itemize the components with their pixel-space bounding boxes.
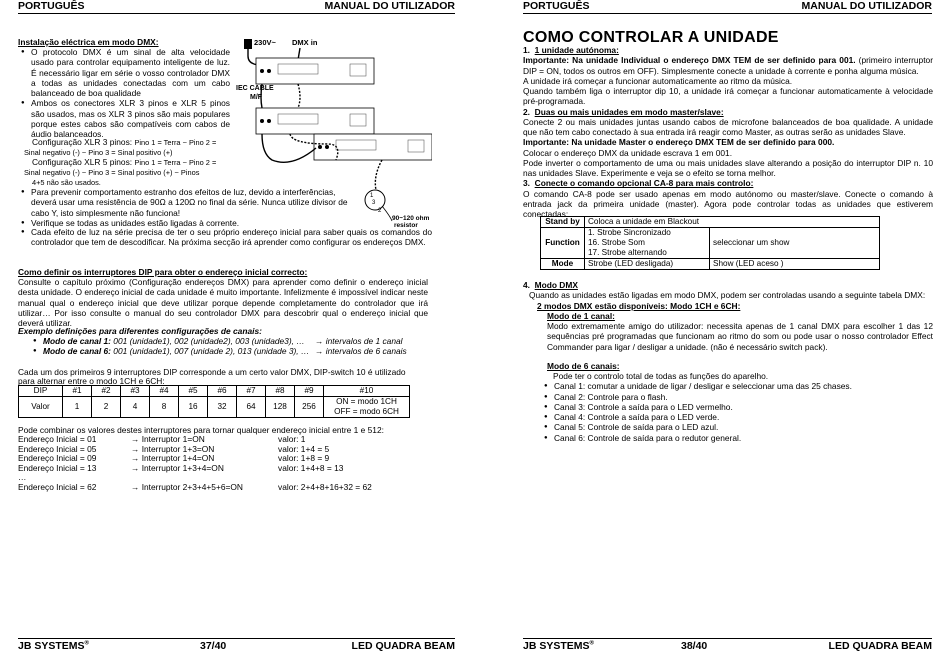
dip10-on: ON = modo 1CH (336, 397, 397, 406)
table-row (541, 228, 880, 259)
table-cell: 256 (295, 397, 324, 418)
examples-list (30, 336, 450, 357)
xlr5-pins-c: 4+5 não são usados. (32, 178, 101, 187)
page-number: 38/40 (681, 640, 708, 652)
section-number: 2. (523, 106, 530, 117)
section-paragraph: Consulte o capítulo próximo (Configuração endereços DMX) para aprender como definir o endereço inicial desta unidade. O endereço inicial de cada unidade é muito importante. Infelizmente é impossível indicar neste manual qual o endereço inicial que deve utilizar porque depende completamente do controlador que irá utilizar… Por isso consulte o manual do seu controlador DMX para descobrir qual o endereço inicial que deverá utilizar. (18, 277, 428, 328)
combine-intro: Pode combinar os valores destes interruptores para tornar qualquer endereço inicial entre 1 e 512: (18, 425, 384, 435)
light-unit (314, 134, 432, 160)
xlr3-label: Configuração XLR 3 pinos: (32, 137, 133, 147)
bullet-item: ● O protocolo DMX é um sinal de alta velocidade usado para controlar equipamento inteligente de luz. É necessário ligar em série o vosso controlador DMX a todas as unidades conectadas com um cabo balanceado de boa qualidade (18, 47, 230, 98)
combo-row (18, 463, 438, 473)
pin-1: 1 (370, 193, 374, 199)
xlr5-label: Configuração XLR 5 pinos: (32, 157, 133, 167)
section-paragraph: Pode inverter o comportamento de uma ou mais unidades slave alterando a posição do interruptor DIP n. 10 nas unidades Slave. Experimente e veja se o efeito se torna melhor. (523, 157, 933, 178)
header-title: MANUAL DO UTILIZADOR (324, 0, 455, 12)
brand-name: JB SYSTEMS (18, 640, 85, 652)
iec-link-cable (262, 134, 316, 162)
bullet-item: ● Ambos os conectores XLR 3 pinos e XLR 5 pinos são usados, mas os XLR 3 pinos são mais populares porque estes cabos são compatíveis com cabos de áudio balanceados. (18, 98, 230, 139)
page-number: 37/40 (200, 640, 227, 652)
dmx-link-cable (375, 160, 382, 194)
section-paragraph: Quando também liga o interruptor dip 10, a unidade irá começar a funcionar automaticamente à velocidade pré-programada. (523, 86, 933, 107)
function-item: 16. Strobe Som (588, 238, 645, 247)
table-cell: 64 (237, 397, 266, 418)
footer-brand (523, 640, 594, 653)
combo-row (18, 444, 438, 454)
combo-value: valor: 1+8 = 9 (278, 453, 330, 464)
combo-address: Endereço Inicial = 01 (18, 434, 97, 444)
table-row (541, 259, 880, 270)
table-cell: #10 (324, 386, 410, 397)
resistor-label-1: 90~120 ohm (392, 215, 430, 222)
header-language: PORTUGUÊS (523, 0, 590, 12)
table-cell: #5 (179, 386, 208, 397)
label-230v: 230V~ (254, 38, 276, 47)
power-plug (244, 39, 252, 49)
table-cell: 2 (92, 397, 121, 418)
example-label: Modo de canal 6: (43, 346, 111, 357)
table-cell: 128 (266, 397, 295, 418)
label-iec-cable: IEC CABLE (236, 85, 274, 92)
dmx-wiring-diagram (232, 36, 432, 236)
example-values: 001 (unidade1), 007 (unidade 2), 013 (unidade 3), … (113, 346, 310, 357)
light-unit (256, 58, 374, 84)
combo-switch: → Interruptor 1+3+4=ON (131, 462, 224, 473)
table-cell: Mode (541, 259, 585, 270)
section-paragraph (523, 55, 933, 76)
registered-mark: ® (84, 640, 89, 647)
mode-title: Modo de 1 canal: (547, 310, 615, 321)
table-cell: #7 (237, 386, 266, 397)
table-cell: #4 (150, 386, 179, 397)
dip-intro: Cada um dos primeiros 9 interruptores DIP corresponde a um certo valor DMX, DIP-switch 10 é utilizado (18, 367, 406, 377)
brand-name: JB SYSTEMS (523, 640, 590, 652)
combo-switch: → Interruptor 1+4=ON (131, 453, 215, 464)
header-title: MANUAL DO UTILIZADOR (801, 0, 932, 12)
table-cell: Strobe (LED desligada) (585, 259, 710, 270)
combo-row (18, 434, 438, 444)
table-cell: #8 (266, 386, 295, 397)
channel-item: ● Canal 5: Controle de saída para o LED azul. (541, 422, 933, 432)
channel-list (523, 381, 933, 443)
page-title: COMO CONTROLAR A UNIDADE (523, 29, 779, 46)
table-cell: DIP (19, 386, 63, 397)
table-cell: #1 (63, 386, 92, 397)
section-title: Instalação eléctrica em modo DMX: (18, 37, 159, 47)
channel-item: ● Canal 2: Controle para o flash. (541, 392, 933, 402)
section-heading (523, 45, 933, 55)
example-result: → intervalos de 6 canais (315, 346, 407, 357)
table-cell: Coloca a unidade em Blackout (585, 217, 880, 228)
combo-switch: → Interruptor 1+3=ON (131, 443, 215, 454)
section-title: Conecte o comando opcional CA-8 para mais controlo: (534, 178, 754, 189)
section-number: 3. (523, 178, 530, 189)
channel-item: ● Canal 3: Controle a saída para o LED vermelho. (541, 402, 933, 412)
section-title: Duas ou mais unidades em modo master/slave: (534, 106, 724, 117)
table-cell (324, 397, 410, 418)
mode-description: Pode ter o controlo total de todas as funções do aparelho. (553, 371, 769, 381)
dip-switch-table (18, 385, 410, 418)
section-title: Como definir os interruptores DIP para obter o endereço inicial correcto: (18, 267, 308, 277)
subsection-title: 2 modos DMX estão disponíveis: Modo 1CH e 6CH: (537, 300, 741, 311)
xlr5-pins-a: Pino 1 = Terra ~ Pino 2 = (134, 158, 217, 167)
combo-value: valor: 1 (278, 434, 306, 444)
section-heading (523, 178, 933, 188)
table-cell (585, 228, 710, 259)
dmx-link-cable (298, 84, 300, 108)
example-result: → intervalos de 1 canal (315, 336, 403, 346)
combo-value: valor: 1+4+8 = 13 (278, 462, 344, 473)
channel-item: ● Canal 6: Controle de saída para o redutor general. (541, 433, 933, 443)
page-header (18, 0, 455, 14)
table-cell: 1 (63, 397, 92, 418)
combo-address: Endereço Inicial = 05 (18, 443, 97, 454)
section-paragraph: A unidade irá começar a funcionar automaticamente ao ritmo da música. (523, 75, 793, 86)
table-cell: #3 (121, 386, 150, 397)
light-unit (256, 108, 374, 134)
dip-intro: para alternar entre o modo 1CH e 6CH: (18, 376, 165, 386)
section-paragraph: Colocar o endereço DMX da unidade escrava 1 em 001. (523, 147, 733, 158)
combo-address: Endereço Inicial = 62 (18, 481, 97, 492)
section-number: 4. (523, 280, 530, 290)
header-language: PORTUGUÊS (18, 0, 85, 12)
combo-address: Endereço Inicial = 09 (18, 453, 97, 464)
section-paragraph: Conecte 2 ou mais unidades juntas usando cabos de microfone balanceados de boa qualidade. A unidade que não tem cabo conectado à sua entrada irá reagir como Master, as outras serão as unidades Slave. (523, 116, 933, 137)
table-cell: #2 (92, 386, 121, 397)
section-title: 1 unidade autónoma: (534, 45, 619, 55)
install-bullets (18, 47, 230, 139)
page-header (523, 0, 932, 14)
table-cell: Valor (19, 397, 63, 418)
channel-item: ● Canal 4: Controle a saída para o LED verde. (541, 412, 933, 422)
example-item (30, 346, 450, 356)
combo-value: valor: 1+4 = 5 (278, 443, 330, 454)
dmx-mode-section (523, 280, 933, 443)
mode-description: Modo extremamente amigo do utilizador: necessita apenas de 1 canal DMX para escolher 1 das 12 sequências pré programadas que funcionam ao ritmo do som ou pode usar o nosso controlador Effect Commander para ligar / desligar a unidade. (não é necessário switch pack). (547, 321, 933, 352)
examples-title: Exemplo definições para diferentes configurações de canais: (18, 326, 262, 336)
label-dmx-in: DMX in (292, 38, 318, 47)
function-item: 17. Strobe alternando (588, 248, 667, 257)
table-cell: #9 (295, 386, 324, 397)
table-cell: 16 (179, 397, 208, 418)
table-cell: 8 (150, 397, 179, 418)
important-note: Importante: Na unidade Master o endereço DMX TEM de ser definido para 000. (523, 137, 835, 148)
resistor-label-2: resistor (394, 222, 418, 229)
paragraph-text: (primeiro interruptor DIP = ON, todos os outros em OFF). Simplesmente conecte a unidade à corrente e ponha alguma música. (523, 55, 933, 76)
combo-ellipsis: … (18, 472, 27, 483)
dip10-off: OFF = modo 6CH (334, 407, 399, 416)
table-cell: #6 (208, 386, 237, 397)
important-note: Importante: Na unidade Individual o endereço DMX TEM de ser definido para 001. (523, 55, 856, 66)
xlr3-pins-b: Sinal negativo (-) ~ Pino 3 = Sinal positivo (+) (24, 148, 173, 157)
table-cell: 4 (121, 397, 150, 418)
footer-model: LED QUADRA BEAM (351, 640, 455, 652)
label-mf: M/F (250, 94, 263, 101)
combo-address: Endereço Inicial = 13 (18, 462, 97, 473)
pin-2: 2 (378, 208, 382, 214)
bullet-item: ● Cada efeito de luz na série precisa de ter o seu próprio endereço inicial para saber quais os comandos do controlador que tem de descodificar. Na próxima secção irá aprender como configurar os endereços DMX. (18, 227, 432, 248)
section-heading (523, 107, 933, 117)
bullet-item: ● Para prevenir comportamento estranho dos efeitos de luz, devido a interferências, deverá usar uma resistência de 90Ω a 120Ω no final da série. Nunca utilize divisor de cabo Y, isto simplesmente não funciona! (18, 187, 354, 218)
combo-switch: → Interruptor 1=ON (131, 434, 205, 444)
example-values: 001 (unidade1), 002 (unidade2), 003 (unidade3), … (113, 336, 305, 346)
combo-value: valor: 2+4+8+16+32 = 62 (278, 481, 372, 492)
channel-item: ● Canal 1: comutar a unidade de ligar / desligar e seleccionar uma das 25 chases. (541, 381, 933, 391)
combo-row (18, 453, 438, 463)
section-number: 1. (523, 45, 530, 55)
footer-brand (18, 640, 89, 653)
page-footer (523, 638, 932, 652)
pin-3: 3 (372, 200, 376, 206)
mode-title: Modo de 6 canais: (547, 360, 620, 371)
dmx-install-section (18, 37, 230, 47)
registered-mark: ® (589, 640, 594, 647)
table-cell: Function (541, 228, 585, 259)
control-sections (523, 45, 933, 219)
bullet-item: ● Verifique se todas as unidades estão ligadas à corrente. (18, 218, 438, 228)
address-combos (18, 434, 438, 492)
combo-switch: → Interruptor 2+3+4+5+6=ON (131, 481, 243, 492)
section-title: Modo DMX (534, 280, 578, 290)
table-cell: Stand by (541, 217, 585, 228)
table-cell: seleccionar um show (710, 228, 880, 259)
xlr3-pins-a: Pino 1 = Terra ~ Pino 2 = (134, 138, 217, 147)
section-paragraph: Quando as unidades estão ligadas em modo DMX, podem ser controladas usando a seguinte tabela DMX: (529, 290, 926, 301)
table-cell: Show (LED aceso ) (710, 259, 880, 270)
resistor-lead (382, 206, 392, 221)
example-item (30, 336, 450, 346)
table-row (541, 217, 880, 228)
function-item: 1. Strobe Sincronizado (588, 228, 671, 237)
combo-row (18, 482, 438, 492)
table-cell: 32 (208, 397, 237, 418)
right-page (475, 0, 950, 654)
example-label: Modo de canal 1: (43, 336, 111, 346)
section-heading (523, 280, 933, 290)
ca8-command-table (540, 216, 880, 270)
footer-model: LED QUADRA BEAM (828, 640, 932, 652)
xlr5-line (32, 157, 216, 167)
table-row (19, 386, 410, 397)
xlr5-pins-b: Sinal negativo (-) ~ Pino 3 = Sinal positivo (+) ~ Pinos (24, 168, 200, 177)
page-footer (18, 638, 455, 652)
section-paragraph: O comando CA-8 pode ser usado apenas em modo autónomo ou master/slave. Conecte o comando à entrada jack da primeira unidade (master). Agora pode controlar todas as unidades que estiverem conectadas: (523, 188, 933, 219)
table-row (19, 397, 410, 418)
